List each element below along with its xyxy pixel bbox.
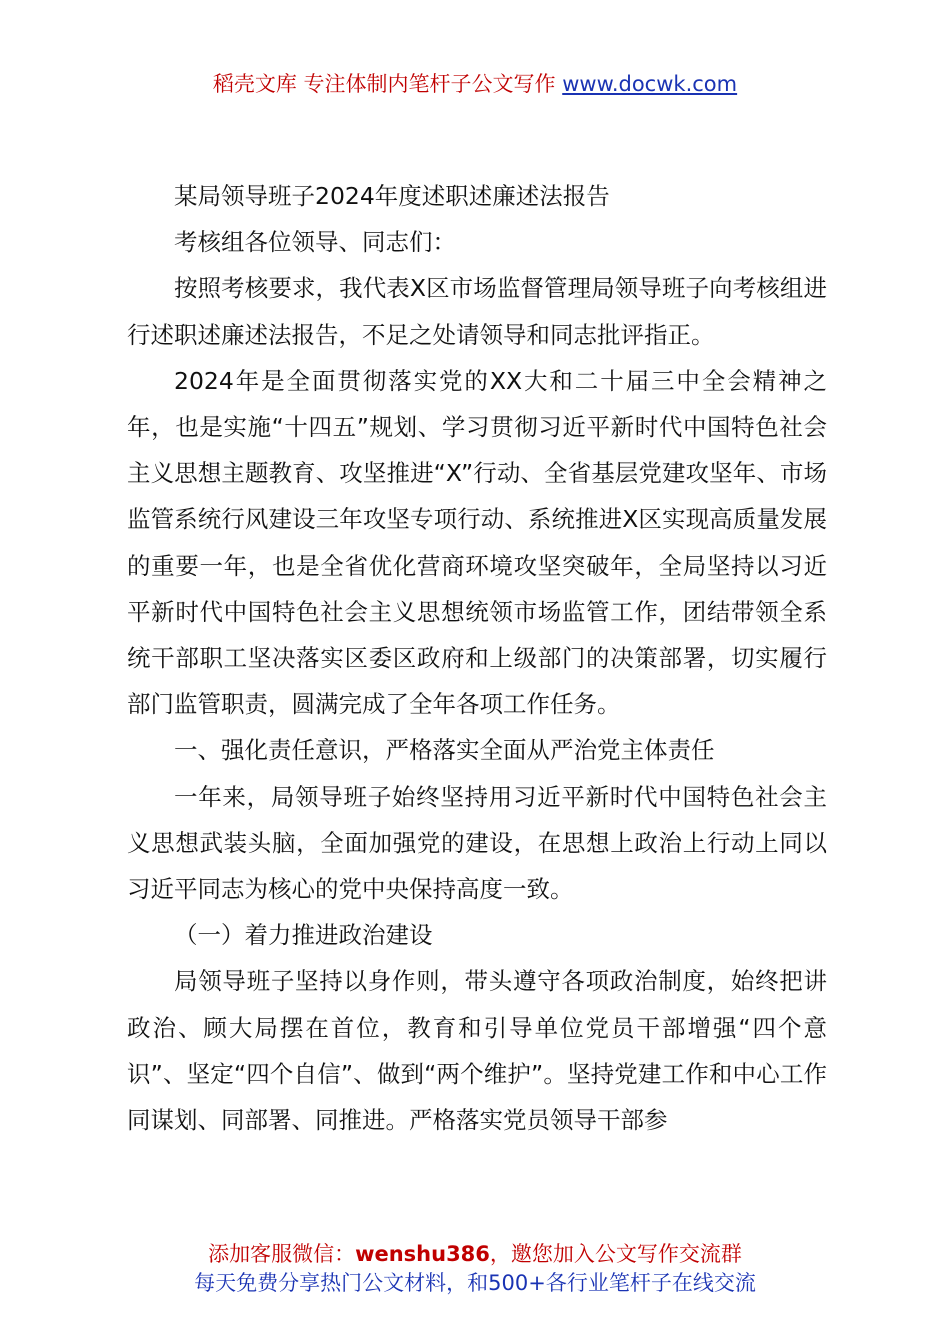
wechat-id: wenshu386 <box>355 1242 490 1266</box>
subsection-heading-1: （一）着力推进政治建设 <box>174 921 433 950</box>
footer-line-2: 每天免费分享热门公文材料，和500+各行业笔杆子在线交流 <box>194 1271 756 1295</box>
paragraph-section-1: 一年来，局领导班子始终坚持用习近平新时代中国特色社会主义思想武装头脑，全面加强党的建设，在思想上政治上行动上同以习近平同志为核心的党中央保持高度一致。 <box>127 782 827 904</box>
paragraph-intro: 按照考核要求，我代表X区市场监督管理局领导班子向考核组进行述职述廉述法报告，不足之处请领导和同志批评指正。 <box>127 274 827 349</box>
paragraph-subsection-1: 局领导班子坚持以身作则，带头遵守各项政治制度，始终把讲政治、顾大局摆在首位，教育和引导单位党员干部增强“四个意识”、坚定“四个自信”、做到“两个维护”。坚持党建工作和中心工作同谋划、同部署、同推进。严格落实党员领导干部参 <box>127 967 827 1135</box>
watermark-header <box>0 68 950 98</box>
footer-line-1 <box>0 1240 950 1269</box>
section-heading-1: 一、强化责任意识，严格落实全面从严治党主体责任 <box>174 736 715 765</box>
document-body <box>127 173 827 1143</box>
website-link[interactable]: www.docwk.com <box>562 72 738 96</box>
footer-suffix: ，邀您加入公文写作交流群 <box>489 1242 742 1266</box>
document-title: 某局领导班子2024年度述职述廉述法报告 <box>174 182 610 210</box>
promo-footer <box>0 1240 950 1298</box>
footer-prefix: 添加客服微信： <box>208 1242 356 1266</box>
header-text: 稻壳文库 专注体制内笔杆子公文写作 <box>212 72 563 96</box>
paragraph-overview: 2024年是全面贯彻落实党的XX大和二十届三中全会精神之年，也是实施“十四五”规划、学习贯彻习近平新时代中国特色社会主义思想主题教育、攻坚推进“X”行动、全省基层党建攻坚年、市场监管系统行风建设三年攻坚专项行动、系统推进X区实现高质量发展的重要一年，也是全省优化营商环境攻坚突破年，全局坚持以习近平新时代中国特色社会主义思想统领市场监管工作，团结带领全系统干部职工坚决落实区委区政府和上级部门的决策部署，切实履行部门监管职责，圆满完成了全年各项工作任务。 <box>127 366 827 719</box>
salutation: 考核组各位领导、同志们： <box>174 228 456 257</box>
